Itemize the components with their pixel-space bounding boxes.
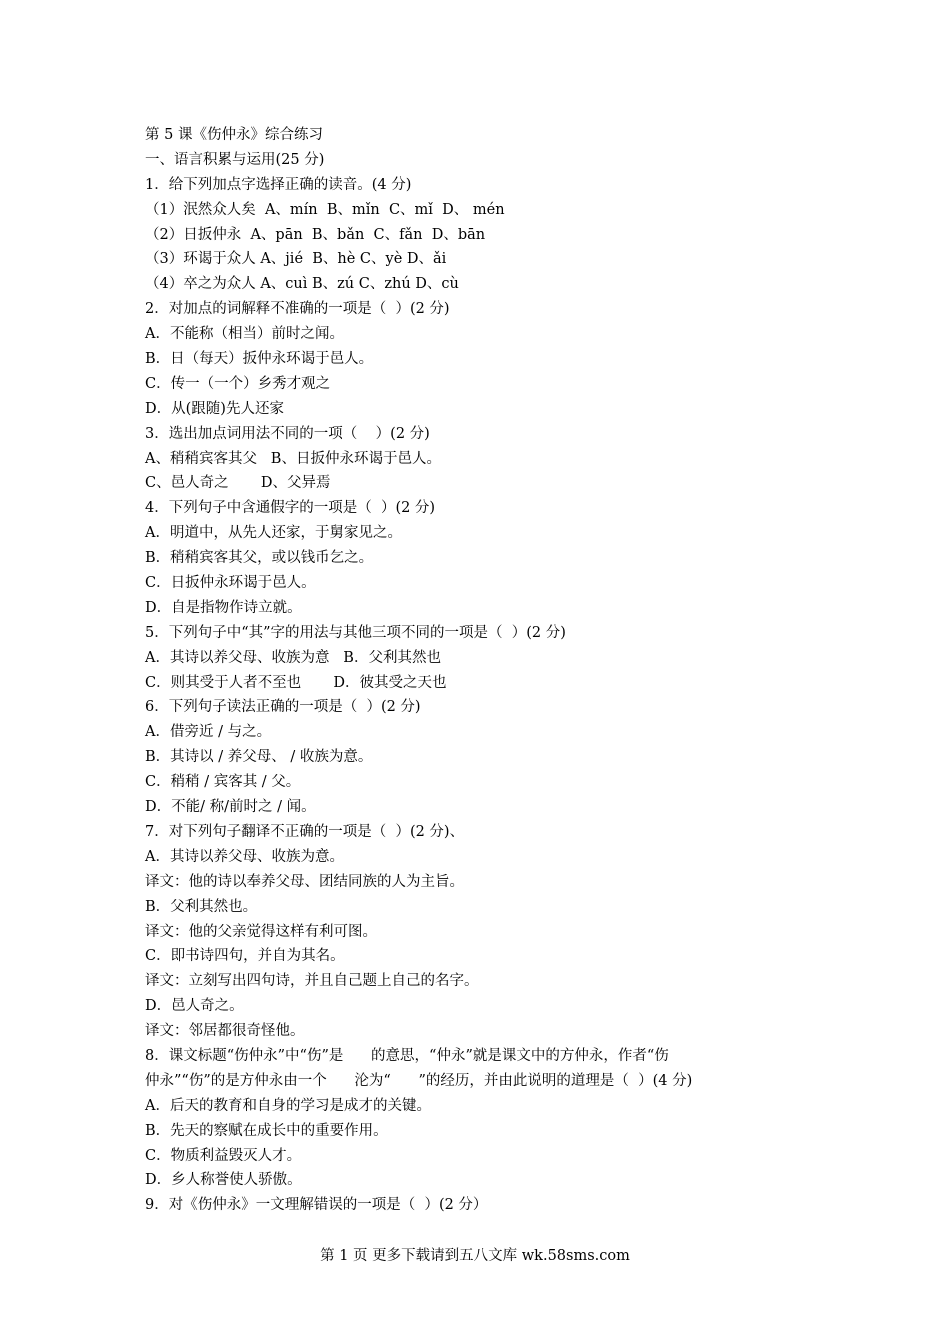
text-line: 7．对下列句子翻译不正确的一项是（ ）(2 分)、 <box>145 823 465 840</box>
text-line: A．借旁近 / 与之。 <box>145 724 272 741</box>
text-line: C．稍稍 / 宾客其 / 父。 <box>145 774 301 791</box>
text-line: 译文：他的父亲觉得这样有利可图。 <box>145 923 377 940</box>
text-line: 6．下列句子读法正确的一项是（ ）(2 分) <box>145 699 421 716</box>
page-footer: 第 1 页 更多下载请到五八文库 wk.58sms.com <box>320 1248 630 1264</box>
text-line: C．则其受于人者不至也 D．彼其受之天也 <box>145 674 447 691</box>
text-line: B．日（每天）扳仲永环谒于邑人。 <box>145 351 374 368</box>
text-line: 5．下列句子中“其”字的用法与其他三项不同的一项是（ ）(2 分) <box>145 624 566 641</box>
text-line: C．传一（一个）乡秀才观之 <box>145 375 331 392</box>
text-line: C．物质利益毁灭人才。 <box>145 1147 302 1164</box>
text-line: D．从(跟随)先人还家 <box>145 400 284 417</box>
text-line: B．父利其然也。 <box>145 898 258 915</box>
text-line: A．不能称（相当）前时之闻。 <box>145 326 344 343</box>
text-line: 2．对加点的词解释不准确的一项是（ ）(2 分) <box>145 301 450 318</box>
text-line: （3）环谒于众人 A、jié B、hè C、yè D、ǎi <box>145 251 447 268</box>
text-line: （4）卒之为众人 A、cuì B、zú C、zhú D、cù <box>145 276 459 293</box>
text-line: C．日扳仲永环谒于邑人。 <box>145 575 316 592</box>
text-line: 仲永”“伤”的是方仲永由一个 沦为“ ”的经历，并由此说明的道理是（ ）(4 分) <box>145 1072 693 1089</box>
text-line: （2）日扳仲永 A、pān B、bǎn C、fǎn D、bān <box>145 226 486 243</box>
text-line: D．自是指物作诗立就。 <box>145 599 302 616</box>
text-line: 译文：邻居都很奇怪他。 <box>145 1023 305 1040</box>
text-line: A．其诗以养父母、收族为意 B．父利其然也 <box>145 649 441 666</box>
text-line: B．先天的察赋在成长中的重要作用。 <box>145 1122 388 1139</box>
text-line: 译文：他的诗以奉养父母、团结同族的人为主旨。 <box>145 873 464 890</box>
document-body <box>145 123 815 1218</box>
text-line: 4．下列句子中含通假字的一项是（ ）(2 分) <box>145 500 436 517</box>
text-line: 8．课文标题“伤仲永”中“伤”是 的意思，“仲永”就是课文中的方仲永，作者“伤 <box>145 1047 669 1064</box>
text-line: 3．选出加点词用法不同的一项（ ）(2 分) <box>145 425 430 442</box>
text-line: C、邑人奇之 D、父异焉 <box>145 475 331 492</box>
text-line: 9．对《伤仲永》一文理解错误的一项是（ ）(2 分） <box>145 1197 488 1214</box>
text-line: 一、语言积累与运用(25 分) <box>145 151 325 168</box>
document-title: 第 5 课《伤仲永》综合练习 <box>145 127 323 143</box>
text-line: A．其诗以养父母、收族为意。 <box>145 848 344 865</box>
text-line: （1）泯然众人矣 A、mín B、mǐn C、mǐ D、 mén <box>145 201 505 218</box>
text-line: A、稍稍宾客其父 B、日扳仲永环谒于邑人。 <box>145 450 441 467</box>
text-line: B．稍稍宾客其父，或以钱币乞之。 <box>145 550 374 567</box>
text-line: D．乡人称誉使人骄傲。 <box>145 1172 302 1189</box>
text-line: B．其诗以 / 养父母、 / 收族为意。 <box>145 749 373 766</box>
text-line: 1．给下列加点字选择正确的读音。(4 分) <box>145 176 412 193</box>
text-line: A．明道中，从先人还家，于舅家见之。 <box>145 525 402 542</box>
text-line: D．不能/ 称/前时之 / 闻。 <box>145 799 316 816</box>
text-line: D．邑人奇之。 <box>145 998 244 1015</box>
text-line: C．即书诗四句，并自为其名。 <box>145 948 345 965</box>
text-line: 译文：立刻写出四句诗，并且自己题上自己的名字。 <box>145 973 479 990</box>
text-line: A．后天的教育和自身的学习是成才的关键。 <box>145 1097 431 1114</box>
